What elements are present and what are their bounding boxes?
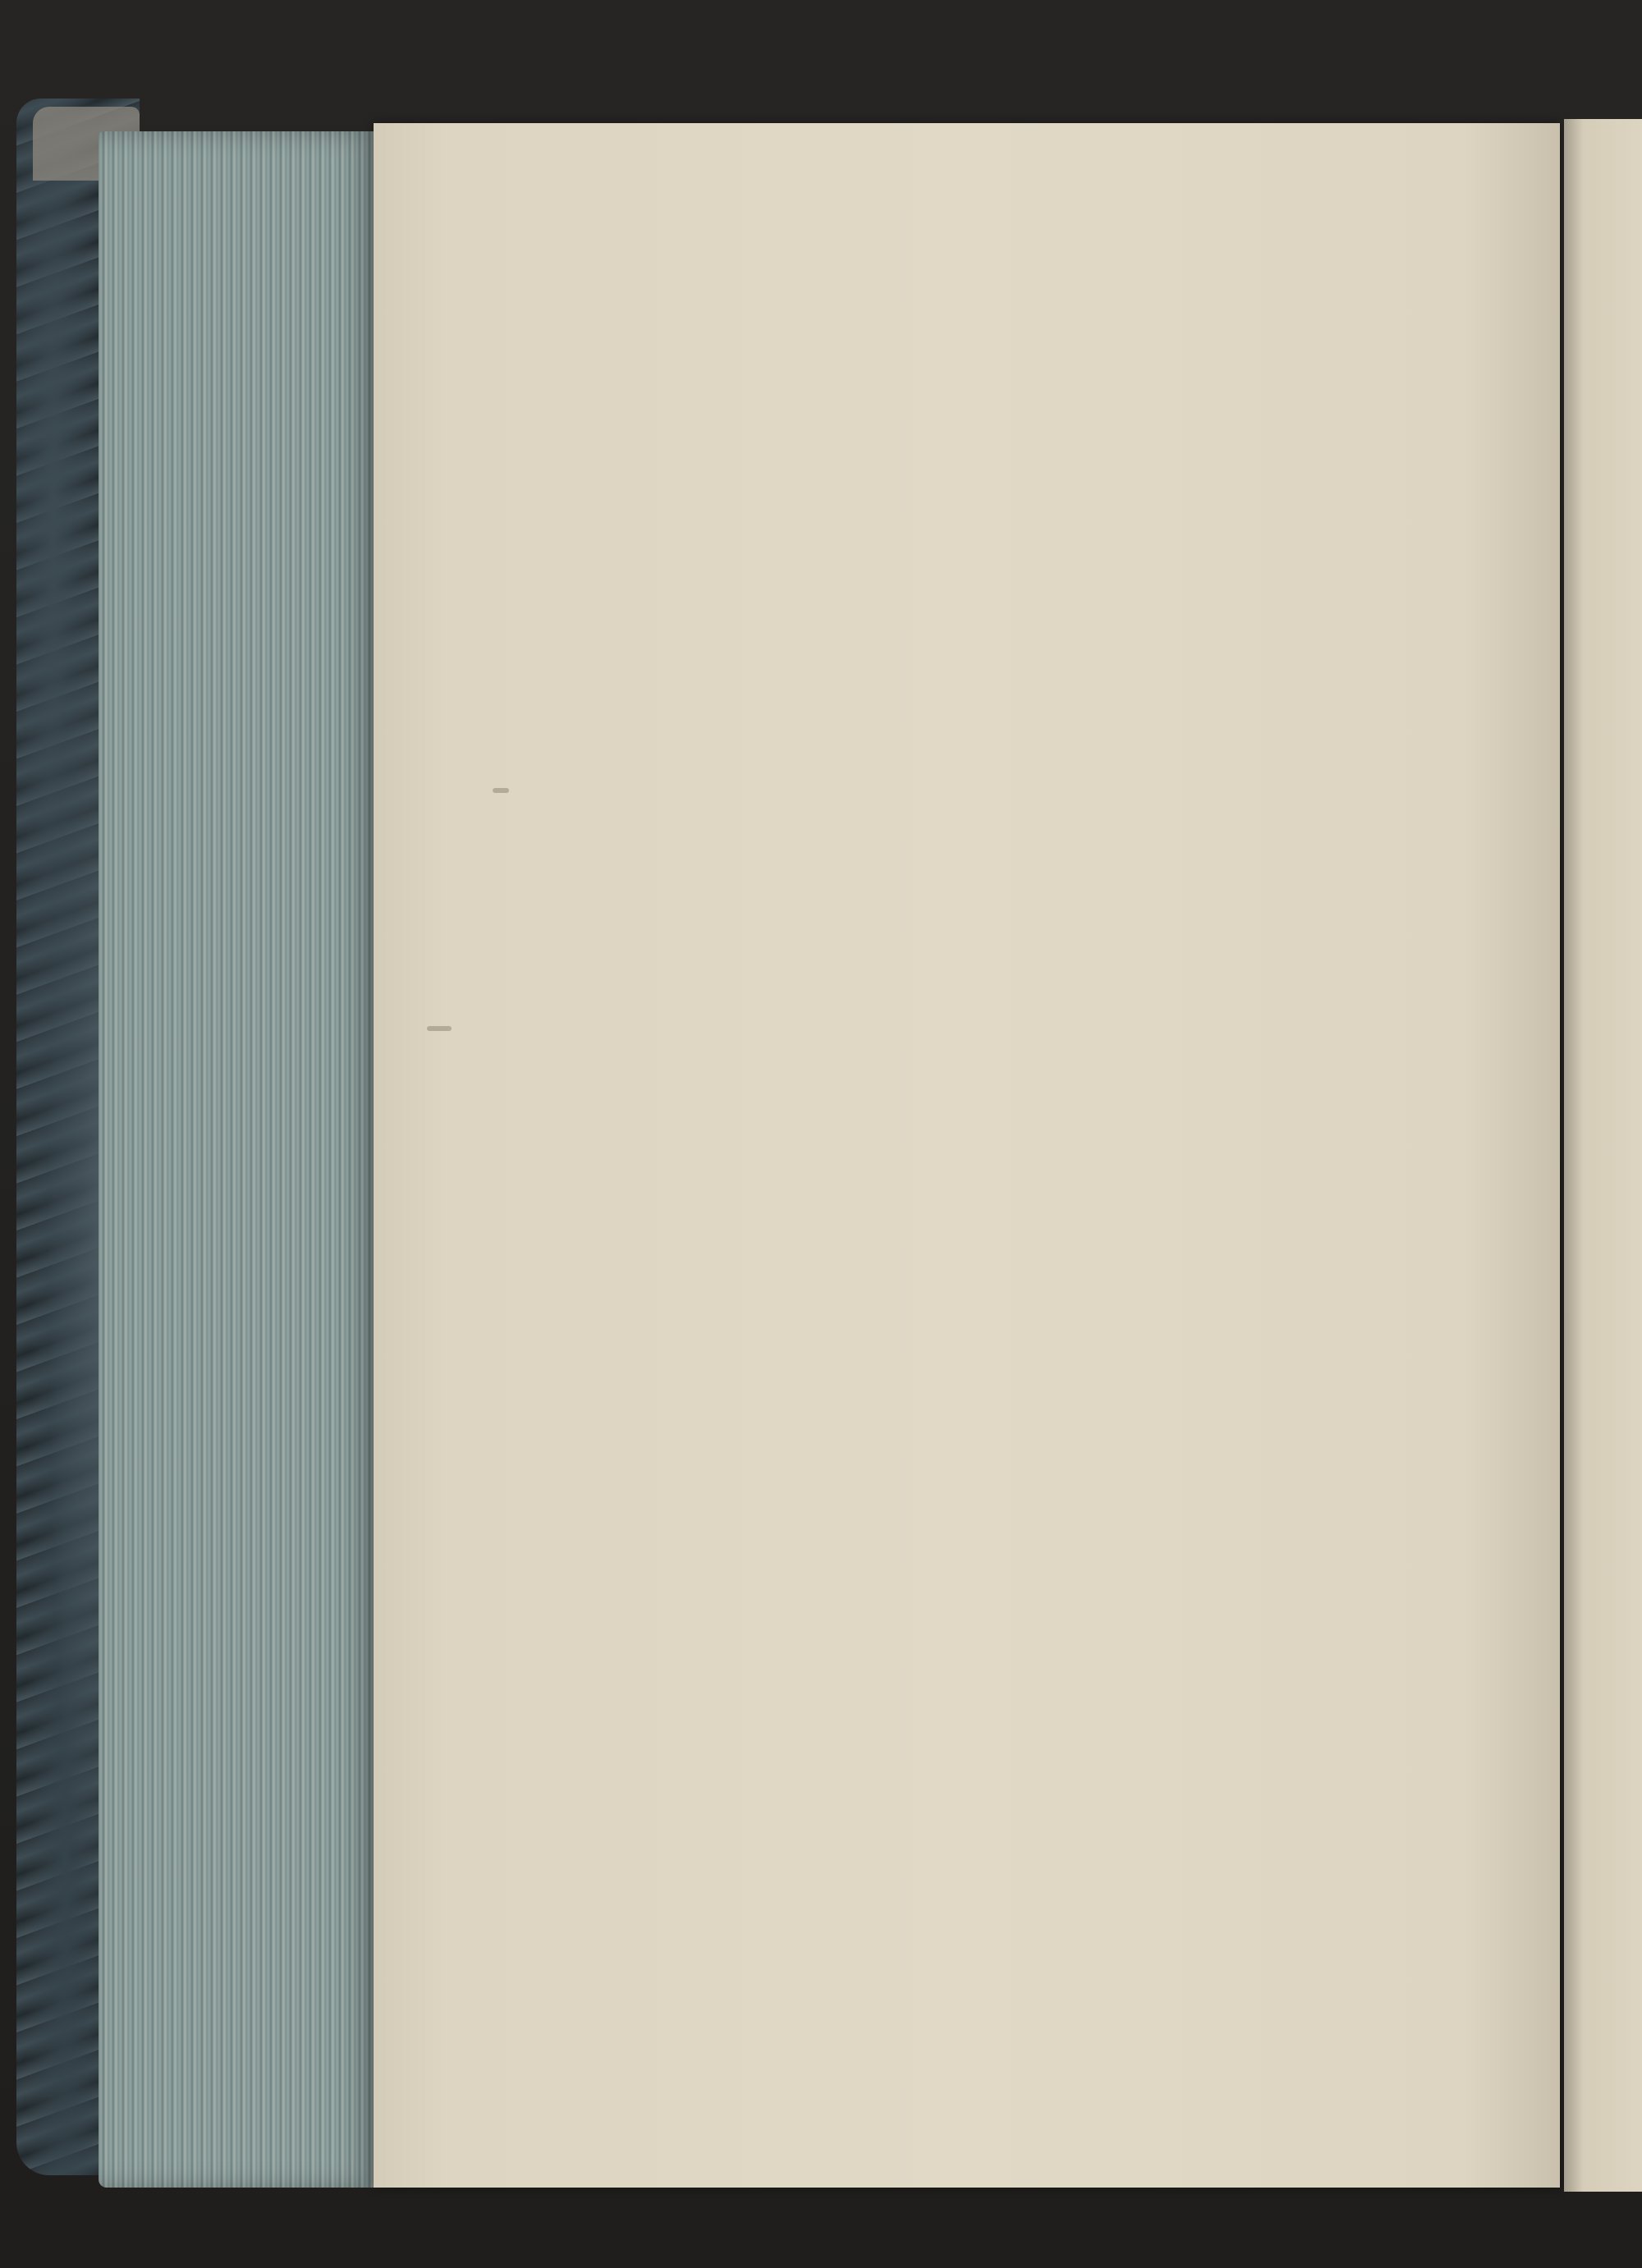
page-edges: [99, 131, 378, 2188]
facing-page: [1564, 119, 1642, 2192]
ink-mark: [427, 1026, 452, 1031]
book-page: [374, 123, 1560, 2188]
ink-mark: [493, 788, 509, 793]
running-header: [579, 246, 612, 288]
